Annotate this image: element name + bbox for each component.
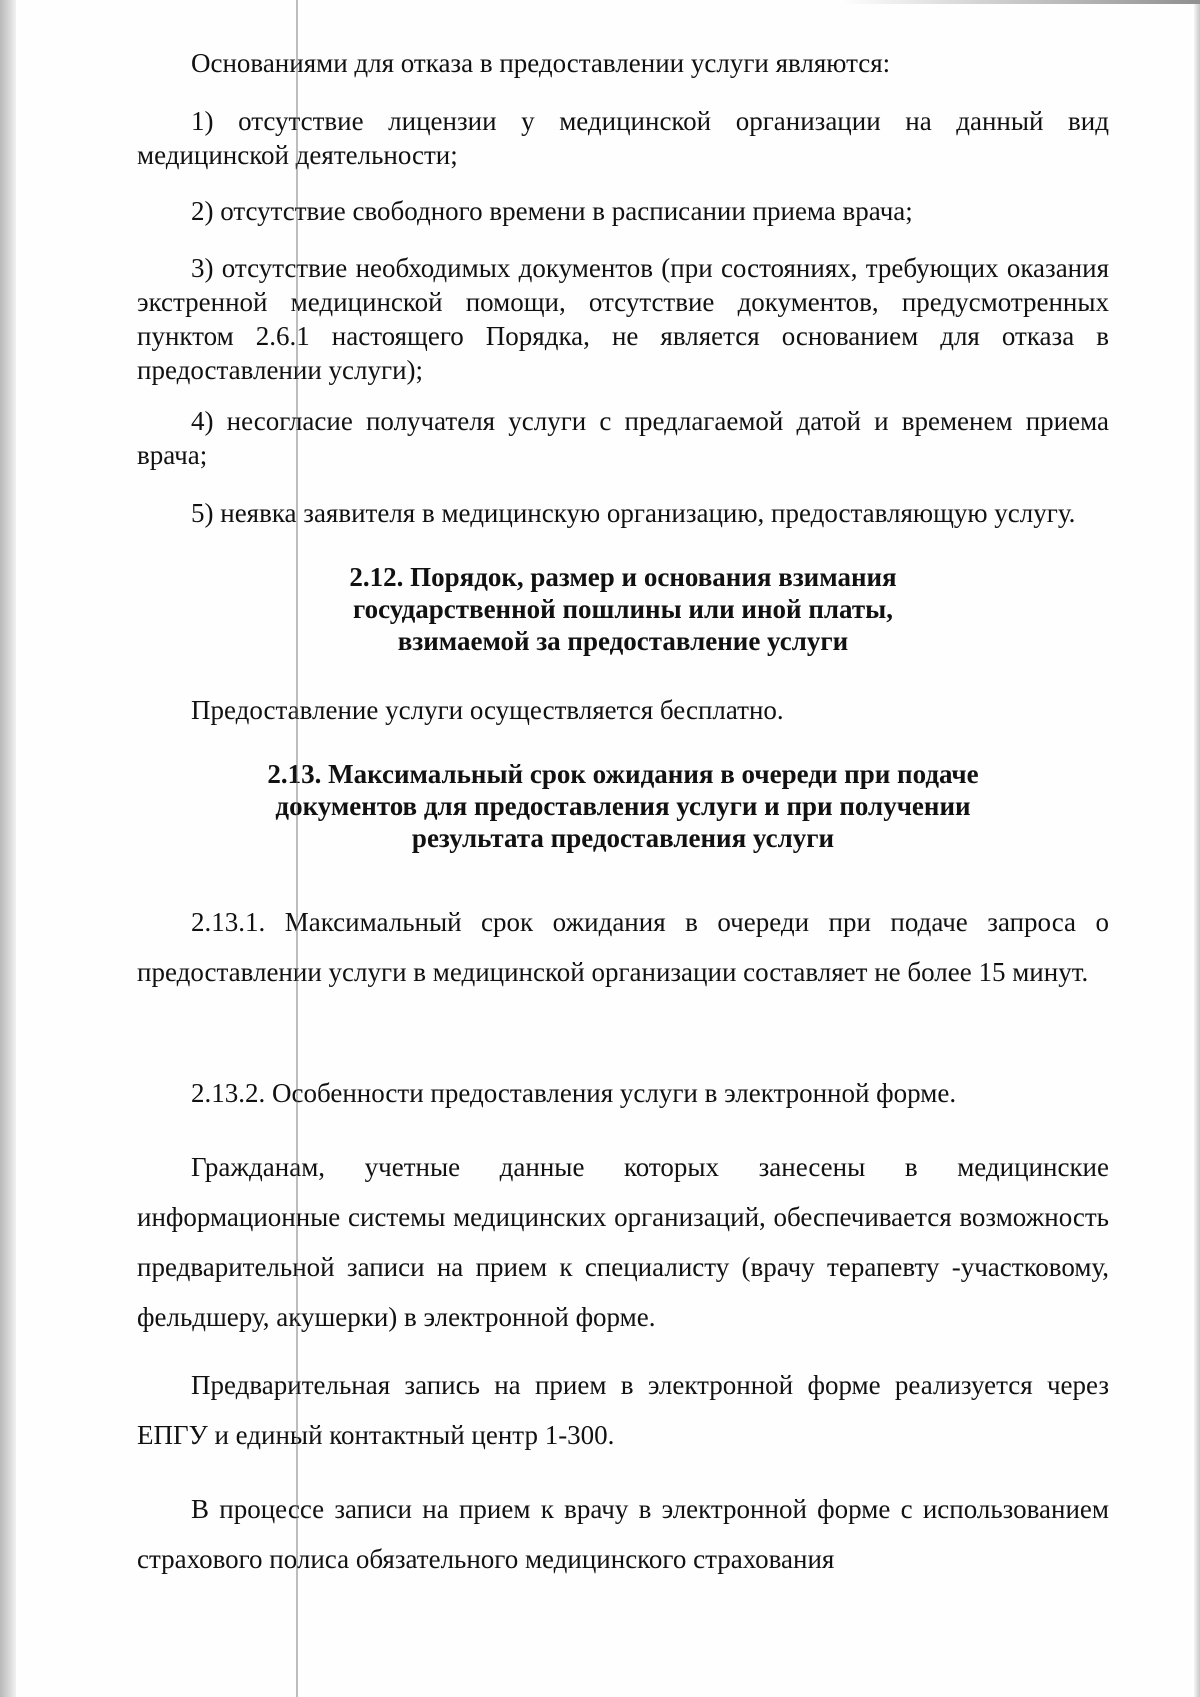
heading-line: результата предоставления услуги — [411, 823, 835, 853]
refusal-item-2: 2) отсутствие свободного времени в расписании приема врача; — [191, 196, 913, 226]
preliminary-record-paragraph: Предварительная запись на прием в электронной форме реализуется через ЕПГУ и единый контактный центр 1-300. — [137, 1370, 1109, 1450]
insurance-paragraph: В процессе записи на прием к врачу в электронной форме с использованием страхового полиса обязательного медицинского страхования — [137, 1494, 1109, 1574]
section-2-13-1: 2.13.1. Максимальный срок ожидания в очереди при подаче запроса о предоставлении услуги в медицинской организации составляет не более 15 минут. — [137, 907, 1109, 987]
refusal-item-5: 5) неявка заявителя в медицинскую организацию, предоставляющую услугу. — [191, 498, 1076, 528]
heading-line: государственной пошлины или иной платы, — [353, 594, 893, 624]
section-2-13-2: 2.13.2. Особенности предоставления услуги в электронной форме. — [191, 1078, 957, 1108]
refusal-item-1: 1) отсутствие лицензии у медицинской организации на данный вид медицинской деятельности; — [137, 106, 1109, 170]
heading-line: взимаемой за предоставление услуги — [397, 626, 849, 656]
section-2-12-text: Предоставление услуги осуществляется бесплатно. — [191, 695, 784, 725]
section-2-13-heading — [137, 758, 1109, 854]
scan-artifact-line — [296, 0, 298, 1697]
refusal-intro: Основаниями для отказа в предоставлении услуги являются: — [191, 48, 891, 78]
scan-top-edge — [840, 0, 1200, 4]
heading-line: 2.12. Порядок, размер и основания взимания — [349, 562, 897, 592]
scan-left-edge — [0, 0, 16, 1697]
refusal-item-4: 4) несогласие получателя услуги с предлагаемой датой и временем приема врача; — [137, 406, 1109, 470]
scan-right-edge — [1194, 0, 1200, 1697]
section-2-12-heading — [137, 561, 1109, 657]
heading-line: 2.13. Максимальный срок ожидания в очереди при подаче — [267, 759, 979, 789]
heading-line: документов для предоставления услуги и при получении — [275, 791, 971, 821]
refusal-item-3: 3) отсутствие необходимых документов (при состояниях, требующих оказания экстренной медицинской помощи, отсутствие документов, предусмотренных пунктом 2.6.1 настоящего Порядка, не является основанием для отказа в предоставлении услуги); — [137, 253, 1109, 385]
electronic-records-paragraph: Гражданам, учетные данные которых занесены в медицинские информационные системы медицинских организаций, обеспечивается возможность предварительной записи на прием к специалисту (врачу терапевту -участковому, фельдшеру, акушерки) в электронной форме. — [137, 1152, 1109, 1332]
